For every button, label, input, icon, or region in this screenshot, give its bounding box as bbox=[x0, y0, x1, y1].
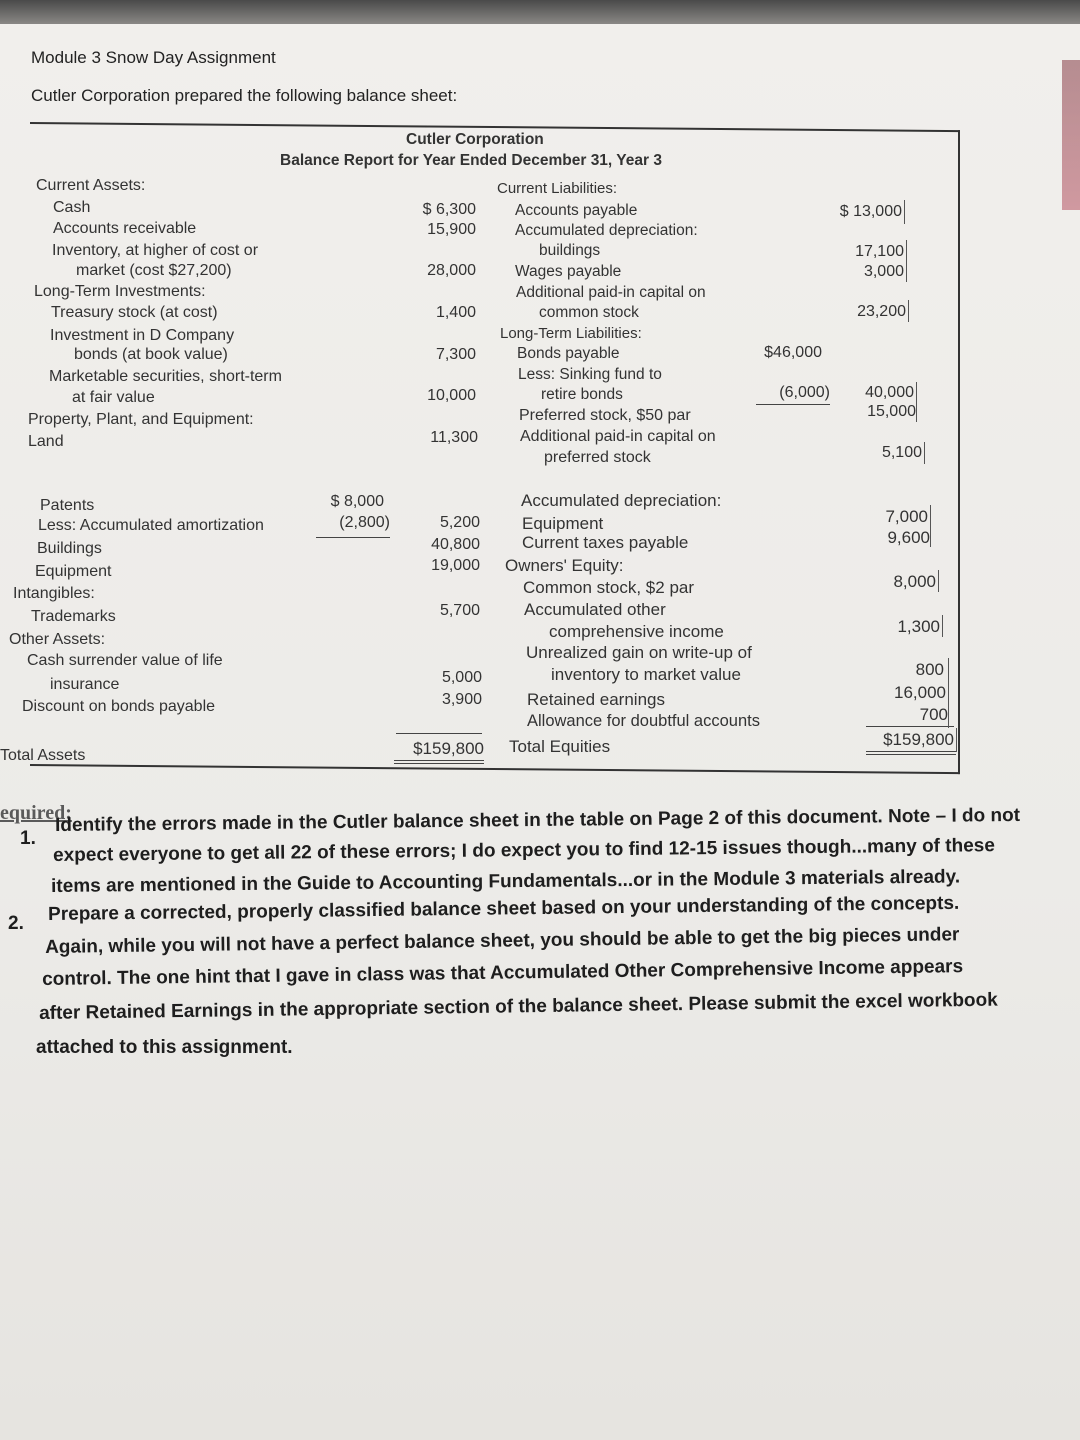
company-name: Cutler Corporation bbox=[406, 131, 544, 148]
item-2-line-4: after Retained Earnings in the appropriate section of the balance sheet. Please submit the excel workbook bbox=[38, 989, 998, 1024]
investment-d-value: 7,300 bbox=[435, 346, 476, 363]
item-1-line-2: expect everyone to get all 22 of these errors; I do expect you to find 12-15 issues though...many of these bbox=[52, 835, 995, 866]
accum-dep-equip-label: Equipment bbox=[522, 514, 604, 533]
ar-label: Accounts receivable bbox=[53, 220, 197, 237]
current-assets-heading: Current Assets: bbox=[36, 177, 146, 194]
investment-d-label-1: Investment in D Company bbox=[50, 327, 235, 344]
apic-common-label-1: Additional paid-in capital on bbox=[516, 284, 706, 301]
cell-border bbox=[916, 382, 917, 422]
cash-value: $ 6,300 bbox=[422, 201, 476, 218]
patents-net-value: 5,200 bbox=[439, 514, 480, 531]
bonds-gross: $46,000 bbox=[764, 344, 822, 361]
subtotal-rule bbox=[316, 537, 390, 538]
item-2-line-1: Prepare a corrected, properly classified balance sheet based on your understanding of the concepts. bbox=[47, 892, 960, 925]
total-equities-value: $159,800 bbox=[883, 730, 954, 749]
marketable-label-2: at fair value bbox=[72, 389, 155, 406]
sinking-fund-label-1: Less: Sinking fund to bbox=[518, 366, 662, 383]
item-2-line-3: control. The one hint that I gave in class was that Accumulated Other Comprehensive Income appears bbox=[41, 956, 964, 990]
lt-liabilities-heading: Long-Term Liabilities: bbox=[500, 325, 642, 342]
item-2-line-2: Again, while you will not have a perfect balance sheet, you should be able to get the big pieces under bbox=[44, 924, 960, 958]
item-1-line-1: Identify the errors made in the Cutler balance sheet in the table on Page 2 of this document. Note – I do not bbox=[54, 804, 1021, 836]
apic-preferred-value: 5,100 bbox=[881, 444, 922, 461]
intangibles-heading: Intangibles: bbox=[13, 585, 95, 602]
patents-gross: $ 8,000 bbox=[330, 493, 384, 510]
required-label: equired: bbox=[0, 802, 72, 824]
accum-dep-equip-value: 7,000 bbox=[885, 507, 928, 526]
allowance-value: 700 bbox=[919, 705, 948, 724]
discount-value: 3,900 bbox=[441, 691, 482, 708]
cell-border bbox=[908, 300, 909, 322]
discount-label: Discount on bonds payable bbox=[22, 698, 216, 715]
bonds-subtotal-rule bbox=[756, 404, 830, 405]
amortization-label: Less: Accumulated amortization bbox=[38, 517, 264, 534]
photo-right-edge bbox=[1062, 60, 1080, 210]
report-title: Balance Report for Year Ended December 31, Year 3 bbox=[280, 152, 662, 169]
common-value: 8,000 bbox=[893, 572, 936, 591]
treasury-label: Treasury stock (at cost) bbox=[51, 304, 218, 321]
land-value: 11,300 bbox=[430, 429, 478, 446]
ap-value: $ 13,000 bbox=[839, 203, 902, 220]
retained-earnings-label: Retained earnings bbox=[527, 690, 665, 709]
apic-common-value: 23,200 bbox=[857, 303, 906, 320]
owners-equity-heading: Owners' Equity: bbox=[505, 556, 624, 575]
total-assets-label: Total Assets bbox=[0, 747, 86, 764]
csv-label-1: Cash surrender value of life bbox=[27, 652, 223, 669]
total-equities-label: Total Equities bbox=[509, 737, 611, 756]
buildings-label: Buildings bbox=[37, 540, 102, 557]
allowance-label: Allowance for doubtful accounts bbox=[527, 712, 760, 730]
apic-preferred-label-2: preferred stock bbox=[544, 449, 651, 466]
trademarks-label: Trademarks bbox=[31, 608, 116, 625]
total-equities-double-rule-1 bbox=[866, 751, 956, 752]
amortization-value: (2,800) bbox=[339, 514, 390, 531]
sinking-fund-label-2: retire bonds bbox=[541, 386, 623, 403]
item-1-line-3: items are mentioned in the Guide to Accounting Fundamentals...or in the Module 3 materials already. bbox=[50, 866, 961, 897]
aoci-label-1: Accumulated other bbox=[524, 600, 666, 619]
cash-label: Cash bbox=[53, 199, 91, 216]
wages-label: Wages payable bbox=[515, 263, 622, 280]
cell-border bbox=[904, 200, 905, 224]
cell-border bbox=[930, 505, 931, 547]
item-2-number: 2. bbox=[8, 913, 24, 934]
ar-value: 15,900 bbox=[427, 221, 476, 238]
document-heading: Module 3 Snow Day Assignment bbox=[31, 48, 276, 67]
accum-dep-label-1: Accumulated depreciation: bbox=[515, 222, 698, 239]
unrealized-gain-value: 800 bbox=[915, 660, 944, 679]
cell-border bbox=[956, 728, 957, 752]
cell-border bbox=[906, 240, 907, 282]
buildings-value: 40,800 bbox=[431, 536, 480, 553]
unrealized-gain-label-2: inventory to market value bbox=[551, 665, 741, 684]
taxes-label: Current taxes payable bbox=[522, 533, 689, 552]
total-equities-rule bbox=[866, 726, 954, 727]
total-assets-value: $159,800 bbox=[413, 739, 484, 758]
investment-d-label-2: bonds (at book value) bbox=[74, 346, 228, 363]
document-intro: Cutler Corporation prepared the following balance sheet: bbox=[31, 86, 458, 105]
bonds-label: Bonds payable bbox=[517, 345, 620, 362]
cell-border bbox=[948, 658, 949, 728]
wages-value: 3,000 bbox=[863, 263, 904, 280]
marketable-label-1: Marketable securities, short-term bbox=[49, 368, 282, 385]
apic-common-label-2: common stock bbox=[539, 304, 639, 321]
bonds-net-value: 40,000 bbox=[865, 384, 914, 401]
aoci-label-2: comprehensive income bbox=[549, 622, 724, 641]
treasury-value: 1,400 bbox=[435, 304, 476, 321]
photo-top-edge bbox=[0, 0, 1080, 26]
inventory-label-1: Inventory, at higher of cost or bbox=[52, 242, 259, 259]
total-equities-double-rule-2 bbox=[866, 754, 956, 755]
ppe-heading: Property, Plant, and Equipment: bbox=[28, 411, 254, 428]
land-label: Land bbox=[28, 433, 64, 450]
taxes-value: 9,600 bbox=[887, 528, 930, 547]
patents-label: Patents bbox=[40, 497, 95, 514]
retained-earnings-value: 16,000 bbox=[894, 683, 946, 702]
cell-border bbox=[938, 570, 939, 592]
inventory-value: 28,000 bbox=[427, 262, 476, 279]
accum-dep-equip-heading: Accumulated depreciation: bbox=[521, 491, 722, 510]
item-2-line-5: attached to this assignment. bbox=[36, 1037, 293, 1058]
equipment-label: Equipment bbox=[35, 563, 112, 580]
common-label: Common stock, $2 par bbox=[523, 578, 695, 597]
preferred-value: 15,000 bbox=[867, 403, 916, 420]
preferred-label: Preferred stock, $50 par bbox=[519, 407, 691, 424]
csv-label-2: insurance bbox=[50, 676, 120, 693]
accum-dep-label-2: buildings bbox=[539, 242, 601, 259]
apic-preferred-label-1: Additional paid-in capital on bbox=[520, 428, 716, 445]
other-assets-heading: Other Assets: bbox=[9, 631, 106, 648]
ap-label: Accounts payable bbox=[515, 202, 638, 219]
total-assets-rule bbox=[396, 733, 482, 734]
accum-dep-value: 17,100 bbox=[855, 243, 904, 260]
equipment-value: 19,000 bbox=[431, 557, 480, 574]
marketable-value: 10,000 bbox=[427, 387, 476, 404]
item-1-number: 1. bbox=[20, 828, 36, 849]
inventory-label-2: market (cost $27,200) bbox=[76, 262, 232, 279]
current-liabilities-heading: Current Liabilities: bbox=[497, 180, 618, 197]
aoci-value: 1,300 bbox=[897, 617, 940, 636]
trademarks-value: 5,700 bbox=[439, 602, 480, 619]
unrealized-gain-label-1: Unrealized gain on write-up of bbox=[526, 643, 752, 662]
cell-border bbox=[942, 615, 943, 637]
lt-investments-heading: Long-Term Investments: bbox=[34, 283, 206, 300]
sinking-fund-value: (6,000) bbox=[779, 384, 830, 401]
cell-border bbox=[924, 442, 925, 464]
csv-value: 5,000 bbox=[441, 669, 482, 686]
total-assets-double-rule-2 bbox=[394, 763, 484, 764]
total-assets-double-rule-1 bbox=[394, 760, 484, 761]
